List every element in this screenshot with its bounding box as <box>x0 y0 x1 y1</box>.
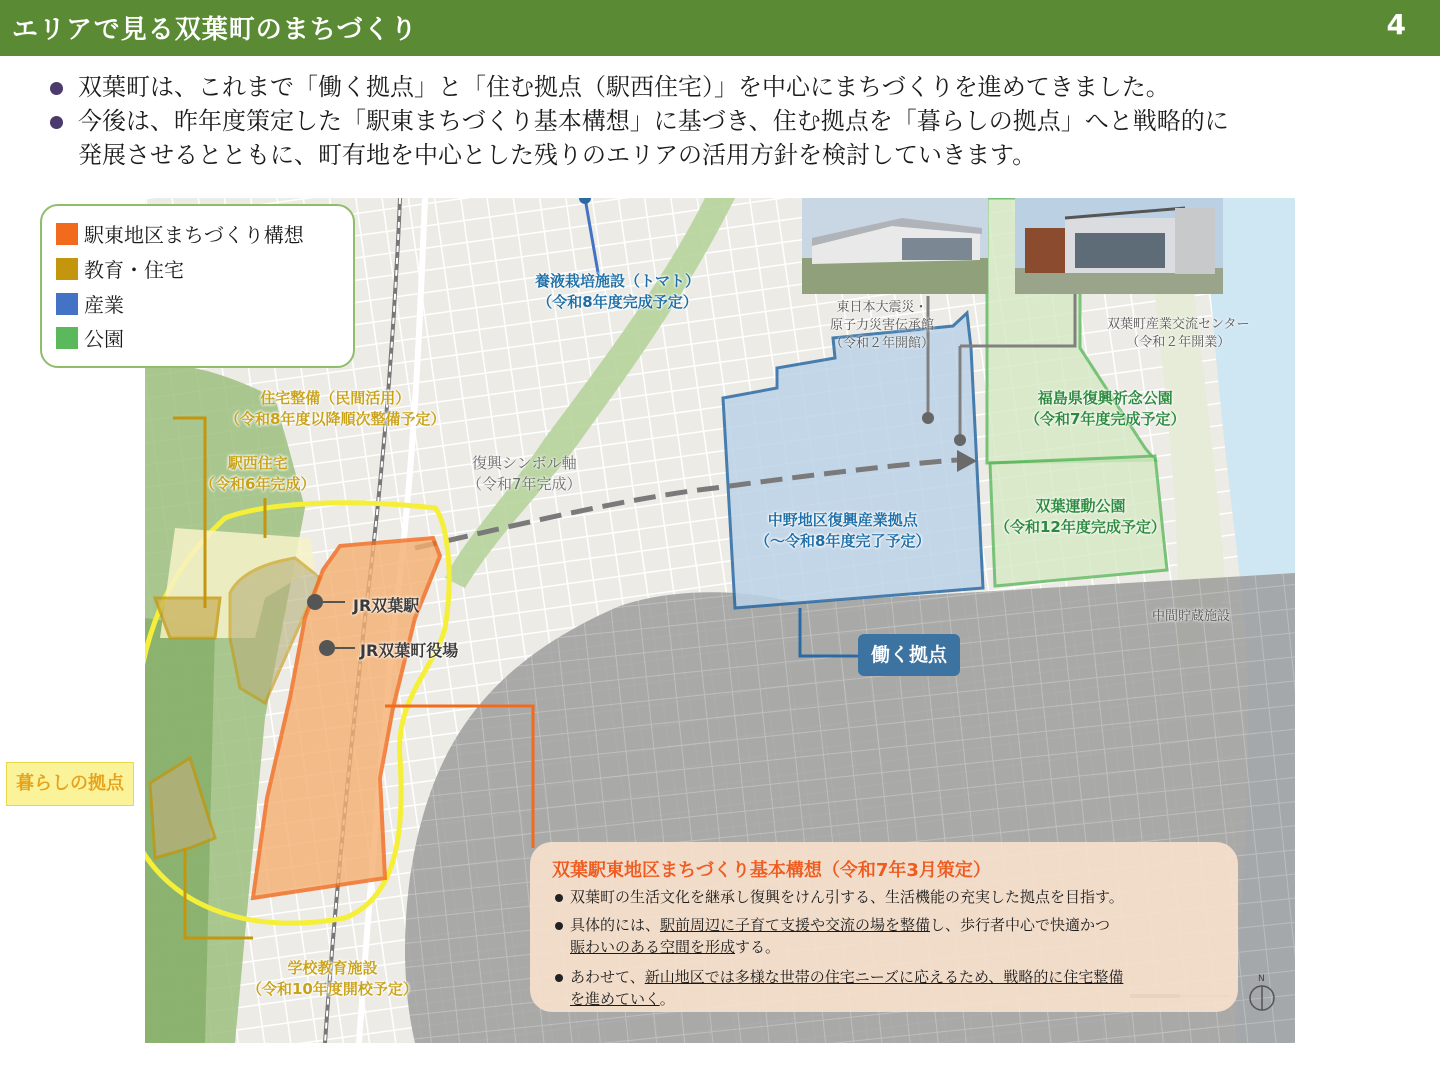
symbol-axis-label: 復興シンボル軸 （令和7年完成） <box>467 454 582 493</box>
museum-photo <box>802 198 988 294</box>
town-office-label: JR双葉町役場 <box>360 641 459 660</box>
jr-station-label: JR双葉駅 <box>353 596 420 615</box>
industry-center-label: 双葉町産業交流センター （令和２年開業） <box>1107 317 1250 350</box>
ekinishi-housing-label: 駅西住宅 （令和6年完成） <box>200 454 316 493</box>
bullet-item: 今後は、昨年度策定した「駅東まちづくり基本構想」に基づき、住む拠点を「暮らしの拠点」へと戦略的に 発展させるとともに、町有地を中心とした残りのエリアの活用方針を検討していきます。 <box>50 104 1390 172</box>
concept-info-box <box>530 842 1238 1012</box>
info-item: あわせて、新山地区では多様な世帯の住宅ニーズに応えるため、戦略的に住宅整備 を進めていく。 <box>570 966 1220 1010</box>
legend-swatch <box>56 327 78 349</box>
tomato-facility-label: 養液栽培施設（トマト） （令和8年度完成予定） <box>535 272 701 311</box>
intro-bullets <box>50 70 1390 172</box>
industry-center-photo <box>1015 198 1223 294</box>
compass-icon: N <box>1258 974 1265 984</box>
work-hub-badge: 働く拠点 <box>858 634 960 676</box>
housing-development-label: 住宅整備（民間活用） （令和8年度以降順次整備予定） <box>225 389 446 428</box>
bullet-item: 双葉町は、これまで「働く拠点」と「住む拠点（駅西住宅）」を中心にまちづくりを進めてきました。 <box>50 70 1390 104</box>
sports-park-label: 双葉運動公園 （令和12年度完成予定） <box>995 497 1166 536</box>
bullet-dot-icon <box>50 82 63 95</box>
header-bar <box>0 0 1440 56</box>
school-facility-label: 学校教育施設 （令和10年度開校予定） <box>247 959 418 998</box>
bullet-dot-icon <box>50 116 63 129</box>
memorial-park-label: 福島県復興祈念公園 （令和7年度完成予定） <box>1025 389 1186 428</box>
page-title: エリアで見る双葉町のまちづくり <box>12 15 418 45</box>
info-item: 双葉町の生活文化を継承し復興をけん引する、生活機能の充実した拠点を目指す。 <box>570 886 1220 908</box>
info-item: 具体的には、駅前周辺に子育て支援や交流の場を整備し、歩行者中心で快適かつ 賑わいのある空間を形成する。 <box>570 914 1220 958</box>
legend-swatch <box>56 293 78 315</box>
page-number: 4 <box>1386 8 1406 41</box>
disaster-museum-label: 東日本大震災・ 原子力災害伝承館 （令和２年開館） <box>830 300 935 351</box>
nakano-industrial-label: 中野地区復興産業拠点 （～令和8年度完了予定） <box>755 511 931 550</box>
legend-swatch <box>56 258 78 280</box>
legend-swatch <box>56 223 78 245</box>
living-hub-badge: 暮らしの拠点 <box>6 762 134 806</box>
interim-storage-label: 中間貯蔵施設 <box>1152 609 1231 624</box>
info-title: 双葉駅東地区まちづくり基本構想（令和7年3月策定） <box>552 860 991 881</box>
map-legend: 駅東地区まちづくり構想 教育・住宅 産業 公園 <box>40 204 355 368</box>
